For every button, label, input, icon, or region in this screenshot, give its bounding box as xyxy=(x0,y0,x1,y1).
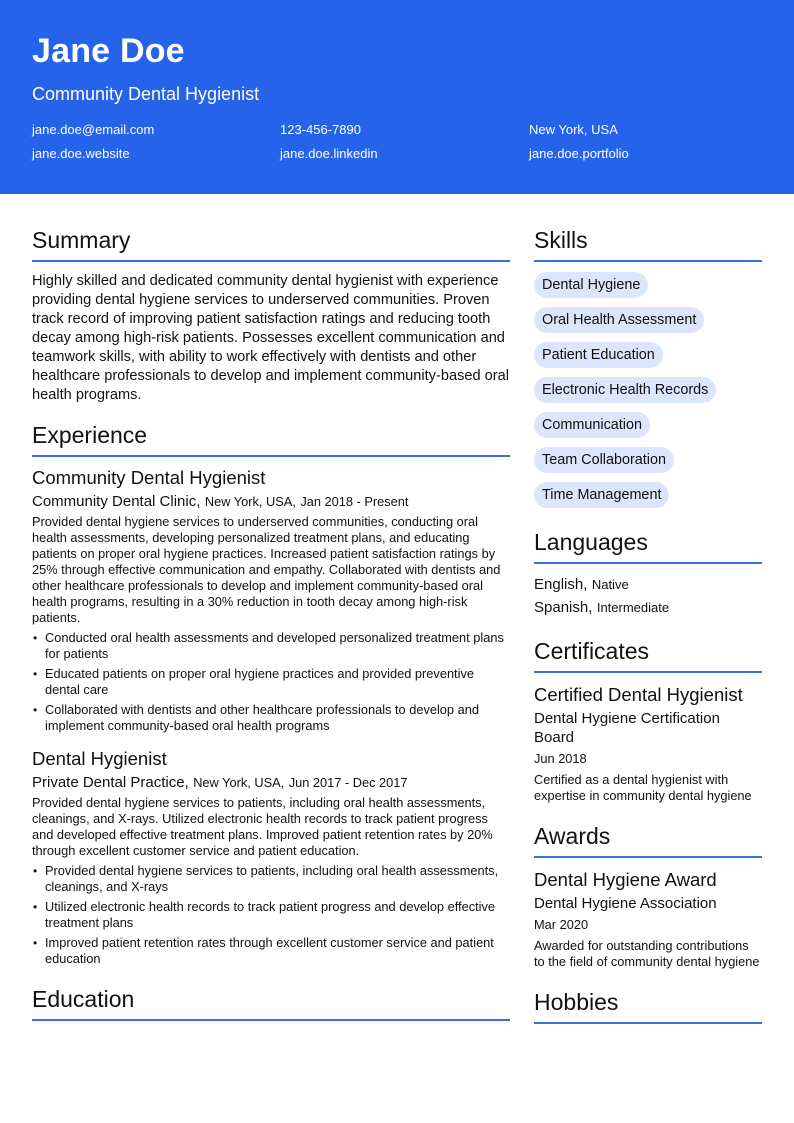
contact-phone[interactable]: 123-456-7890 xyxy=(280,122,361,137)
languages-heading: Languages xyxy=(534,528,762,564)
awards-heading: Awards xyxy=(534,822,762,858)
language-name: English, xyxy=(534,576,588,593)
job-description: Provided dental hygiene services to underserved communities, conducting oral health assessments, developing personalized treatment plans, and educating patients on proper oral hygiene practices. Increased patient satisfaction ratings by 25% through effective communication and empathy. Collaborated with dentists and other healthcare professionals to develop and implement community-based oral health programs, resulting in a 30% reduction in tooth decay among high-risk patients. xyxy=(32,514,501,625)
job-entry xyxy=(32,748,510,967)
job-location: New York, USA, xyxy=(204,494,296,509)
job-dates: Jan 2018 - Present xyxy=(300,494,409,509)
language-item xyxy=(534,597,762,619)
summary-section xyxy=(32,226,510,405)
awards-section xyxy=(534,822,762,970)
candidate-name: Jane Doe xyxy=(32,32,185,70)
certificate-date: Jun 2018 xyxy=(534,751,587,766)
award-issuer: Dental Hygiene Association xyxy=(534,895,717,912)
job-meta xyxy=(32,492,510,511)
language-item xyxy=(534,574,762,596)
certificates-section xyxy=(534,637,762,804)
job-bullets xyxy=(32,630,510,734)
contact-portfolio[interactable]: jane.doe.portfolio xyxy=(529,146,629,161)
skill-tag: Communication xyxy=(534,412,650,438)
job-bullet: • Educated patients on proper oral hygiene practices and provided preventive dental care xyxy=(32,666,510,698)
main-column xyxy=(32,226,510,1031)
skill-tag: Time Management xyxy=(534,482,669,508)
award-description: Awarded for outstanding contributions to the field of community dental hygiene xyxy=(534,938,760,969)
candidate-role: Community Dental Hygienist xyxy=(32,84,260,104)
award-item xyxy=(534,868,762,970)
job-meta xyxy=(32,773,510,792)
contact-email[interactable]: jane.doe@email.com xyxy=(32,122,155,137)
certificate-item xyxy=(534,683,762,804)
summary-heading: Summary xyxy=(32,226,510,262)
skill-tag: Patient Education xyxy=(534,342,663,368)
job-bullets xyxy=(32,863,510,967)
certificate-issuer: Dental Hygiene Certification Board xyxy=(534,710,720,746)
hobbies-section xyxy=(534,988,762,1024)
language-level: Intermediate xyxy=(596,600,670,615)
experience-section xyxy=(32,421,510,967)
job-bullet: • Utilized electronic health records to track patient progress and develop effective treatment plans xyxy=(32,899,510,931)
education-section xyxy=(32,985,510,1021)
job-title: Community Dental Hygienist xyxy=(32,467,266,488)
job-bullet: • Provided dental hygiene services to patients, including oral health assessments, cleanings, and X-rays xyxy=(32,863,510,895)
certificates-heading: Certificates xyxy=(534,637,762,673)
certificate-title: Certified Dental Hygienist xyxy=(534,684,743,705)
skills-section xyxy=(534,226,762,508)
skills-list xyxy=(534,272,762,508)
job-title: Dental Hygienist xyxy=(32,748,167,769)
hobbies-heading: Hobbies xyxy=(534,988,762,1024)
side-column xyxy=(534,226,762,1034)
award-title: Dental Hygiene Award xyxy=(534,869,717,890)
language-level: Native xyxy=(591,577,629,592)
job-employer: Community Dental Clinic, xyxy=(32,493,201,510)
award-date: Mar 2020 xyxy=(534,917,589,932)
skill-tag: Dental Hygiene xyxy=(534,272,648,298)
skill-tag: Oral Health Assessment xyxy=(534,307,704,333)
certificate-description: Certified as a dental hygienist with expertise in community dental hygiene xyxy=(534,772,752,803)
job-description: Provided dental hygiene services to patients, including oral health assessments, cleanings, and X-rays. Utilized electronic health records to track patient progress and developed effective treatment plans. Improved patient retention rates by 20% through excellent customer service and patient education. xyxy=(32,795,493,858)
job-bullet: • Conducted oral health assessments and developed personalized treatment plans for patients xyxy=(32,630,510,662)
resume-header xyxy=(0,0,794,194)
summary-text: Highly skilled and dedicated community dental hygienist with experience providing dental hygiene services to underserved communities. Proven track record of improving patient satisfaction ratings and reducing tooth decay among high-risk patients. Possesses excellent communication and teamwork skills, with ability to work effectively with dentists and other healthcare professionals to develop and implement community-based oral health programs. xyxy=(32,273,509,403)
job-entry xyxy=(32,467,510,734)
experience-heading: Experience xyxy=(32,421,510,457)
contact-linkedin[interactable]: jane.doe.linkedin xyxy=(280,146,378,161)
job-location: New York, USA, xyxy=(193,775,285,790)
job-bullet: • Improved patient retention rates through excellent customer service and patient education xyxy=(32,935,510,967)
job-bullet: • Collaborated with dentists and other healthcare professionals to develop and implement community-based oral health programs xyxy=(32,702,510,734)
job-employer: Private Dental Practice, xyxy=(32,774,189,791)
languages-section xyxy=(534,528,762,619)
contact-location: New York, USA xyxy=(529,122,618,137)
job-dates: Jun 2017 - Dec 2017 xyxy=(288,775,408,790)
language-name: Spanish, xyxy=(534,599,593,616)
skill-tag: Team Collaboration xyxy=(534,447,674,473)
contact-website[interactable]: jane.doe.website xyxy=(32,146,130,161)
skills-heading: Skills xyxy=(534,226,762,262)
education-heading: Education xyxy=(32,985,510,1021)
skill-tag: Electronic Health Records xyxy=(534,377,716,403)
